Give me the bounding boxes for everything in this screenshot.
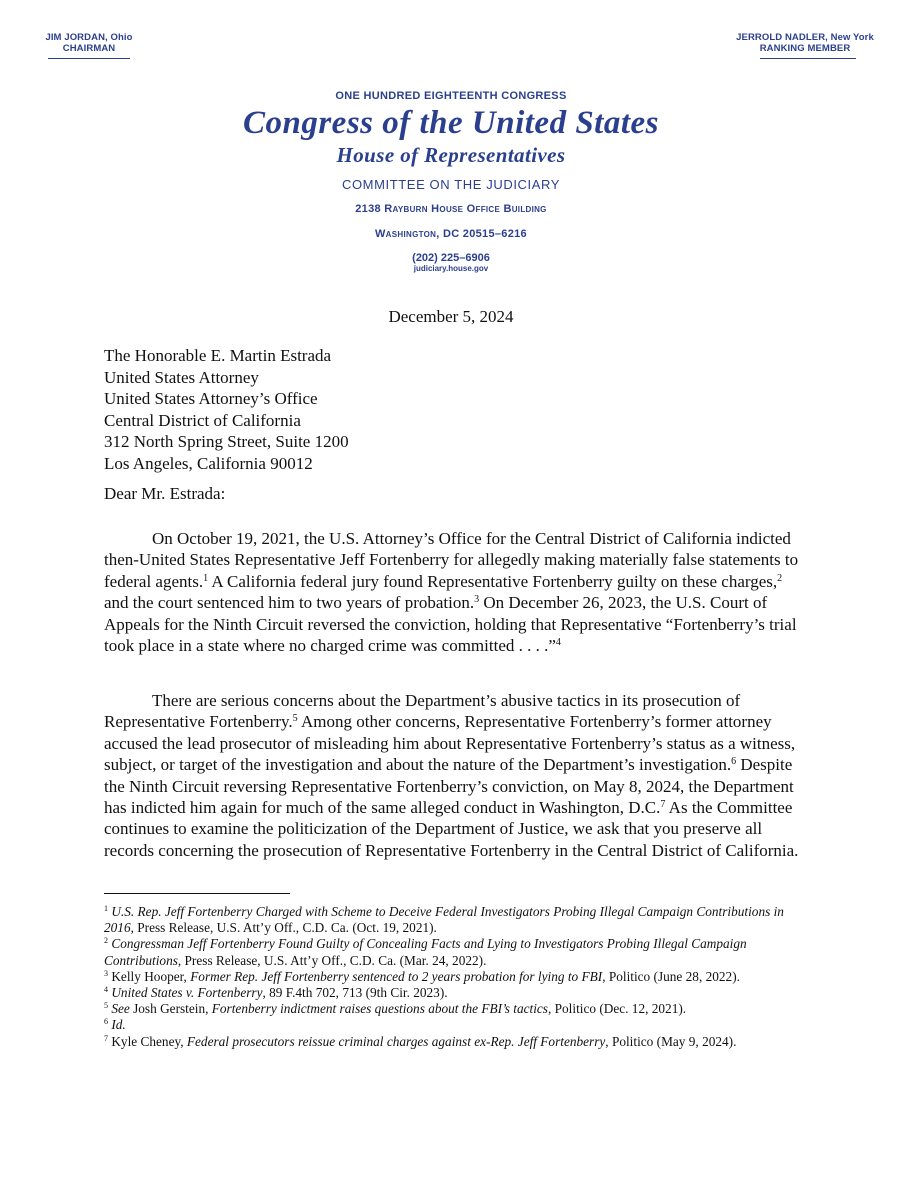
footnote-6: $^6$ Id. [104, 1017, 126, 1033]
paragraph-text: Among other concerns, Representative Fortenberry’s former attorney accused the lead prosecutor of misleading him about Representative Fortenberry’s status as a witness, subject, or target of the investigation and about the nature of the Department’s investigation. [104, 712, 796, 775]
paragraph-text: Despite the Ninth Circuit reversing Representative Fortenberry’s conviction, on May 8, 2024, the Department has indicted him again for much of the same alleged conduct in Washington, D.C. [104, 755, 794, 818]
office-address: 2138 Rayburn House Office Building [355, 203, 547, 215]
chairman-title: CHAIRMAN [62, 43, 116, 54]
chairman-name: JIM JORDAN, Ohio [45, 32, 133, 43]
footnote-ref: 5 [292, 713, 298, 725]
recipient-address [104, 345, 349, 474]
footnote-ref: 3 [474, 594, 480, 606]
ranking-member-title: RANKING MEMBER [759, 43, 851, 54]
footnote-ref: 1 [203, 572, 209, 584]
ranking-member-rule [760, 58, 856, 59]
footnote-ref: 7 [660, 799, 666, 811]
recipient-line: Los Angeles, California 90012 [104, 453, 313, 473]
chairman-rule [48, 58, 130, 59]
footnote-1: $^1$ U.S. Rep. Jeff Fortenberry Charged with Scheme to Deceive Federal Investigators Probing Illegal Campaign Contributions in 2016, Press Release, U.S. Att’y Off., C.D. Ca. (Oct. 19, 2021). [104, 904, 784, 936]
house-title: House of Representatives [336, 143, 566, 167]
ranking-member-name: JERROLD NADLER, New York [736, 32, 874, 43]
congress-number: ONE HUNDRED EIGHTEENTH CONGRESS [335, 90, 567, 102]
recipient-line: United States Attorney [104, 367, 259, 387]
paragraph-text: A California federal jury found Representative Fortenberry guilty on these charges, [208, 571, 778, 591]
paragraph-text: There are serious concerns about the Department’s abusive tactics in its prosecution of Representative Fortenberry. [104, 691, 741, 732]
footnote-7: $^7$ Kyle Cheney, Federal prosecutors reissue criminal charges against ex-Rep. Jeff Fortenberry, Politico (May 9, 2024). [104, 1033, 737, 1049]
office-phone: (202) 225–6906 [412, 252, 490, 264]
footnote-ref: 4 [555, 637, 561, 649]
footnote-2: $^2$ Congressman Jeff Fortenberry Found Guilty of Concealing Facts and Lying to Investigators Probing Illegal Campaign Contributions, Press Release, U.S. Att’y Off., C.D. Ca. (Mar. 24, 2022). [104, 936, 747, 968]
footnote-ref: 2 [777, 572, 783, 584]
office-city: Washington, DC 20515–6216 [375, 228, 527, 240]
body-paragraph-1 [104, 528, 808, 656]
recipient-line: Central District of California [104, 410, 301, 430]
paragraph-text: On December 26, 2023, the U.S. Court of Appeals for the Ninth Circuit reversed the conviction, holding that Representative “Fortenberry’s trial took place in a state where no charged crime was committed . . . .” [104, 593, 797, 656]
recipient-line: United States Attorney’s Office [104, 389, 318, 408]
footnote-3: $^3$ Kelly Hooper, Former Rep. Jeff Fortenberry sentenced to 2 years probation for lying to FBI, Politico (June 28, 2022). [104, 968, 740, 984]
committee-website: judiciary.house.gov [413, 264, 489, 273]
footnote-divider [104, 893, 290, 894]
salutation: Dear Mr. Estrada: [104, 484, 226, 503]
footnotes [104, 904, 794, 1050]
body-paragraph-2 [104, 690, 808, 861]
recipient-line: 312 North Spring Street, Suite 1200 [104, 432, 349, 451]
recipient-line: The Honorable E. Martin Estrada [104, 346, 332, 365]
paragraph-text: and the court sentenced him to two years of probation. [104, 593, 475, 613]
committee-name: COMMITTEE ON THE JUDICIARY [341, 177, 561, 192]
chairman-block [30, 32, 148, 54]
paragraph-text: On October 19, 2021, the U.S. Attorney’s Office for the Central District of California indicted then-United States Representative Jeff Fortenberry for allegedly making materially false statements to federal agents. [104, 529, 799, 591]
footnote-5: $^5$ See Josh Gerstein, Fortenberry indictment raises questions about the FBI’s tactics, Politico (Dec. 12, 2021). [104, 1001, 687, 1017]
congress-title: Congress of the United States [242, 105, 660, 141]
footnote-ref: 6 [731, 756, 737, 768]
footnote-4: $^4$ United States v. Fortenberry, 89 F.4th 702, 713 (9th Cir. 2023). [104, 985, 448, 1001]
letter-date: December 5, 2024 [388, 307, 514, 326]
paragraph-text: As the Committee continues to examine the politicization of the Department of Justice, we ask that you preserve all records concerning the prosecution of Representative Fortenberry in the Central District of California. [104, 798, 799, 860]
ranking-member-block [720, 32, 890, 54]
